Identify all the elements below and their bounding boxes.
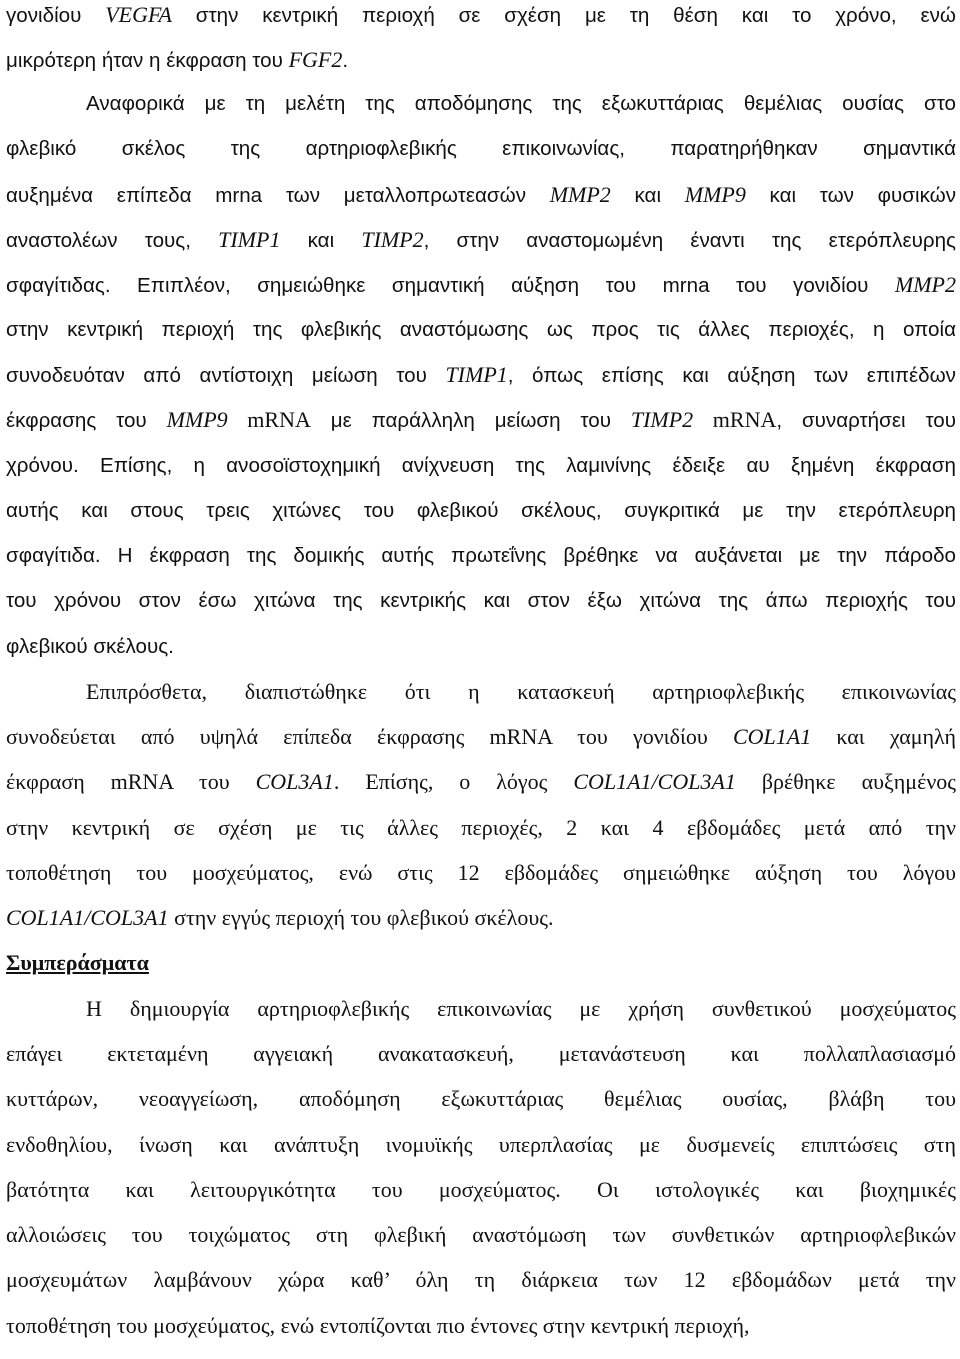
gene-name: COL1A1/COL3A1	[6, 905, 169, 930]
text-line	[6, 1084, 956, 1114]
text-run: , στην αναστομωμένη έναντι της ετερόπλευρης	[423, 229, 956, 252]
text-line	[6, 45, 956, 75]
text-line	[6, 134, 956, 164]
text-line	[6, 632, 956, 662]
text-run: Η δημιουργία αρτηριοφλεβικής επικοινωνίας με χρήση συνθετικού μοσχεύματος	[86, 996, 956, 1021]
text-run: στην κεντρική περιοχή σε σχέση με τη θέση και το χρόνο, ενώ	[172, 4, 956, 27]
section-heading	[6, 948, 956, 978]
text-run: αλλοιώσεις του τοιχώματος στη φλεβική αναστόμωση των συνθετικών αρτηριοφλεβικών	[6, 1222, 956, 1247]
text-run: συνοδεύεται από υψηλά επίπεδα έκφρασης mRNA του γονιδίου	[6, 724, 733, 749]
text-line	[6, 360, 956, 390]
gene-name: COL1A1	[732, 724, 812, 749]
text-line	[6, 1311, 956, 1341]
text-run: . Επίσης, ο λόγος	[333, 769, 574, 794]
gene-name: MMP2	[549, 182, 611, 207]
text-run: mRNA	[227, 407, 311, 432]
text-run: χρόνου. Επίσης, η ανοσοϊστοχημική ανίχνευση της λαμινίνης έδειξε αυ ξημένη έκφραση	[6, 454, 956, 477]
text-line	[6, 405, 956, 435]
text-line	[6, 180, 956, 210]
text-run: και	[280, 229, 362, 252]
text-run: επάγει εκτεταμένη αγγειακή ανακατασκευή, μετανάστευση και πολλαπλασιασμό	[6, 1041, 956, 1066]
text-run: φλεβικού σκέλους.	[6, 635, 174, 658]
text-line	[6, 451, 956, 481]
text-line	[6, 767, 956, 797]
text-line	[6, 586, 956, 616]
text-run: Αναφορικά με τη μελέτη της αποδόμησης της εξωκυττάριας θεμέλιας ουσίας στο	[86, 92, 956, 115]
text-run: στην εγγύς περιοχή του φλεβικού σκέλους.	[168, 905, 554, 930]
gene-name: MMP9	[166, 407, 228, 432]
text-line	[6, 858, 956, 888]
text-run: του χρόνου στον έσω χιτώνα της κεντρικής και στον έξω χιτώνα της άπω περιοχής του	[6, 589, 956, 612]
gene-name: MMP2	[894, 272, 956, 297]
gene-name: MMP9	[684, 182, 746, 207]
text-run: Συμπεράσματα	[6, 950, 149, 975]
text-run: στην κεντρική σε σχέση με τις άλλες περιοχές, 2 και 4 εβδομάδες μετά από την	[6, 815, 956, 840]
text-line	[6, 1265, 956, 1295]
gene-name: TIMP1	[218, 227, 281, 252]
gene-name: VEGFA	[105, 2, 172, 27]
text-run: αναστολέων τους,	[6, 229, 219, 252]
text-line	[86, 89, 956, 119]
text-run: βατότητα και λειτουργικότητα του μοσχεύματος. Οι ιστολογικές και βιοχημικές	[6, 1177, 956, 1202]
text-run: γονιδίου	[6, 4, 106, 27]
text-run: κυττάρων, νεοαγγείωση, αποδόμηση εξωκυττάριας θεμέλιας ουσίας, βλάβη του	[6, 1086, 956, 1111]
text-run: μοσχευμάτων λαμβάνουν χώρα καθ’ όλη τη διάρκεια των 12 εβδομάδων μετά την	[6, 1267, 956, 1292]
text-line	[6, 722, 956, 752]
text-line	[6, 1175, 956, 1205]
text-line	[6, 225, 956, 255]
text-run: .	[342, 49, 349, 72]
text-run: και χαμηλή	[811, 724, 956, 749]
text-line	[86, 994, 956, 1024]
gene-name: COL3A1	[255, 769, 334, 794]
text-run: αυτής και στους τρεις χιτώνες του φλεβικού σκέλους, συγκριτικά με την ετερόπλευρη	[6, 499, 956, 522]
text-run: έκφραση mRNA του	[6, 769, 256, 794]
text-line	[6, 813, 956, 843]
gene-name: TIMP2	[630, 407, 694, 432]
text-run: συνοδευόταν από αντίστοιχη μείωση του	[6, 364, 446, 387]
text-run: τοποθέτηση του μοσχεύματος, ενώ στις 12 εβδομάδες σημειώθηκε αύξηση του λόγου	[6, 860, 956, 885]
text-line	[6, 1039, 956, 1069]
text-run: τοποθέτηση του μοσχεύματος, ενώ εντοπίζονται πιο έντονες στην κεντρική περιοχή,	[6, 1313, 750, 1338]
text-line	[6, 541, 956, 571]
text-line	[6, 903, 956, 933]
text-run: ενδοθηλίου, ίνωση και ανάπτυξη ινομυϊκής υπερπλασίας με δυσμενείς επιπτώσεις στη	[6, 1132, 956, 1157]
text-line	[6, 496, 956, 526]
gene-name: TIMP1	[445, 362, 508, 387]
text-run: και	[610, 184, 685, 207]
text-run: σφαγίτιδας. Επιπλέον, σημειώθηκε σημαντική αύξηση του mrna του γονιδίου	[6, 274, 895, 297]
text-run: , όπως επίσης και αύξηση των επιπέδων	[507, 364, 956, 387]
gene-name: FGF2	[288, 47, 343, 72]
text-run: , συναρτήσει του	[776, 409, 957, 432]
text-line	[6, 0, 956, 30]
text-run: σφαγίτιδα. Η έκφραση της δομικής αυτής πρωτεΐνης βρέθηκε να αυξάνεται με την πάροδο	[6, 544, 956, 567]
text-run: στην κεντρική περιοχή της φλεβικής αναστόμωσης ως προς τις άλλες περιοχές, η οποία	[6, 318, 956, 341]
text-run: Επιπρόσθετα, διαπιστώθηκε ότι η κατασκευή αρτηριοφλεβικής επικοινωνίας	[86, 679, 956, 704]
text-run: βρέθηκε αυξημένος	[735, 769, 956, 794]
text-line	[6, 315, 956, 345]
gene-name: COL1A1/COL3A1	[573, 769, 736, 794]
text-line	[6, 1220, 956, 1250]
gene-name: TIMP2	[361, 227, 424, 252]
text-run: mRNA	[693, 407, 777, 432]
text-line	[6, 1130, 956, 1160]
text-run: μικρότερη ήταν η έκφραση του	[6, 49, 289, 72]
text-run: φλεβικό σκέλος της αρτηριοφλεβικής επικοινωνίας, παρατηρήθηκαν σημαντικά	[6, 137, 956, 160]
text-run: αυξημένα επίπεδα mrna των μεταλλοπρωτεασών	[6, 184, 550, 207]
text-line	[6, 270, 956, 300]
text-run: και των φυσικών	[745, 184, 956, 207]
text-line	[86, 677, 956, 707]
text-run: έκφρασης του	[6, 409, 167, 432]
text-run: με παράλληλη μείωση του	[310, 409, 631, 432]
